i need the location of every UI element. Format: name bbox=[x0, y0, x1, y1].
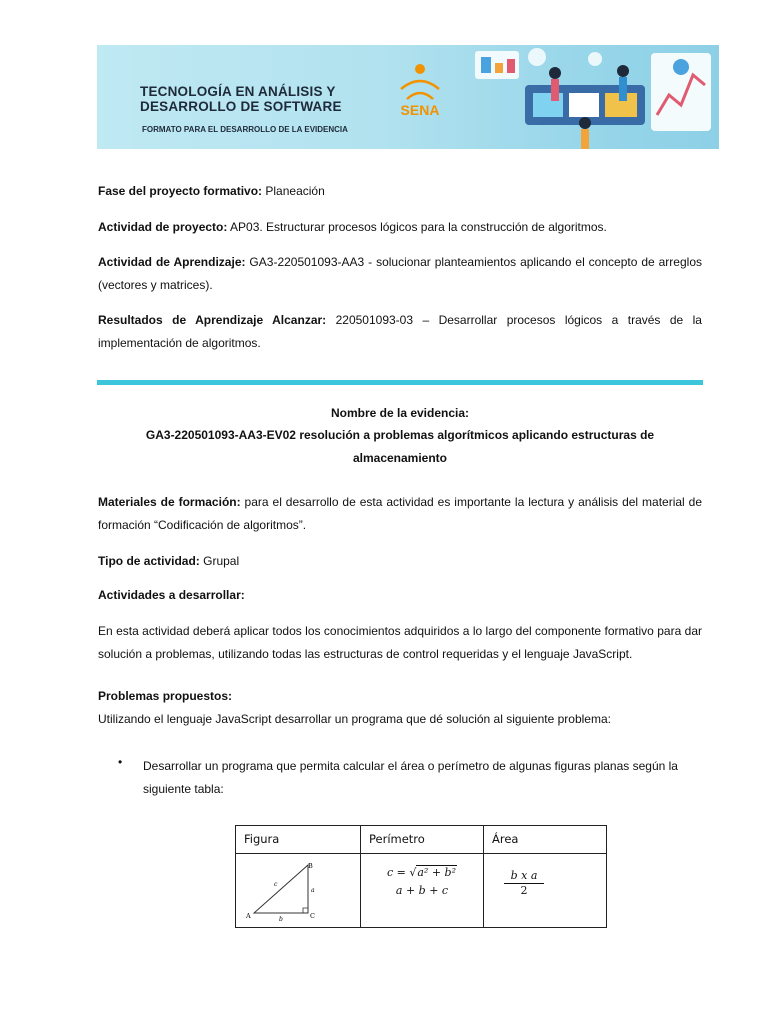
table-row bbox=[236, 854, 607, 928]
tipo-label: Tipo de actividad: bbox=[98, 554, 200, 568]
actividad-proyecto-field bbox=[98, 216, 702, 239]
tech-illustration bbox=[455, 45, 719, 149]
bullet-text: Desarrollar un programa que permita calcular el área o perímetro de algunas figuras planas según la siguiente tabla: bbox=[143, 759, 678, 796]
fase-field bbox=[98, 180, 702, 203]
sena-logo-text: SENA bbox=[400, 102, 440, 118]
formula-radicand: a² + b² bbox=[417, 866, 457, 879]
vertex-b-label: B bbox=[308, 862, 313, 870]
header-figura: Figura bbox=[236, 826, 361, 854]
perimetro-formula-1: c = √a² + b² bbox=[386, 866, 457, 879]
actividades-text: En esta actividad deberá aplicar todos los conocimientos adquiridos a lo largo del componente formativo para dar solución a problemas, utilizando todas las estructuras de control requeridas y el lenguaje JavaScript. bbox=[98, 624, 702, 661]
actividad-aprendizaje-field bbox=[98, 251, 702, 297]
problemas-heading bbox=[98, 685, 702, 708]
tipo-value: Grupal bbox=[199, 554, 240, 568]
materiales-field bbox=[98, 491, 702, 537]
side-c-label: c bbox=[274, 881, 278, 888]
fase-label: Fase del proyecto formativo: bbox=[98, 184, 263, 198]
area-denominator: 2 bbox=[520, 884, 528, 897]
problemas-intro: Utilizando el lenguaje JavaScript desarrollar un programa que dé solución al siguiente problema: bbox=[98, 712, 611, 726]
area-numerator: b x a bbox=[504, 869, 544, 884]
area-formula bbox=[504, 869, 544, 897]
actividades-heading-text: Actividades a desarrollar: bbox=[98, 588, 245, 602]
bullet-icon: • bbox=[118, 755, 123, 769]
perimetro-cell bbox=[361, 854, 484, 928]
problemas-heading-text: Problemas propuestos: bbox=[98, 689, 233, 703]
header-area: Área bbox=[484, 826, 607, 854]
tipo-field bbox=[98, 550, 702, 573]
banner-subtitle: FORMATO PARA EL DESARROLLO DE LA EVIDENCIA bbox=[142, 125, 348, 134]
actividad-proyecto-value: AP03. Estructurar procesos lógicos para la construcción de algoritmos. bbox=[227, 220, 607, 234]
evidence-title-line1: GA3-220501093-AA3-EV02 resolución a problemas algorítmicos aplicando estructuras de bbox=[145, 428, 655, 442]
area-cell bbox=[484, 854, 607, 928]
right-triangle-figure bbox=[236, 854, 360, 924]
table-header-row bbox=[236, 826, 607, 854]
banner-title bbox=[140, 84, 342, 114]
materiales-label: Materiales de formación: bbox=[98, 495, 241, 509]
vertex-a-label: A bbox=[246, 912, 251, 920]
materiales-value: para el desarrollo de esta actividad es importante la lectura y análisis del material de formación “Codificación de algoritmos”. bbox=[98, 495, 703, 532]
evidence-title-line2: almacenamiento bbox=[352, 451, 448, 465]
figures-table bbox=[235, 825, 607, 928]
triangle-cell bbox=[236, 854, 361, 928]
resultados-label: Resultados de Aprendizaje Alcanzar: bbox=[98, 313, 327, 327]
resultados-value: 220501093-03 – Desarrollar procesos lógicos a través de la implementación de algoritmos. bbox=[98, 313, 702, 350]
actividad-proyecto-label: Actividad de proyecto: bbox=[98, 220, 228, 234]
vertex-c-label: C bbox=[310, 912, 315, 920]
formula-c-equals: c = bbox=[386, 866, 410, 879]
fase-value: Planeación bbox=[262, 184, 325, 198]
actividad-aprendizaje-value: GA3-220501093-AA3 - solucionar planteamientos aplicando el concepto de arreglos (vectores y matrices). bbox=[98, 255, 702, 292]
header-perimetro: Perímetro bbox=[361, 826, 484, 854]
resultados-field bbox=[98, 309, 702, 355]
banner-title-line2: DESARROLLO DE SOFTWARE bbox=[140, 99, 342, 114]
perimetro-formula-2: a + b + c bbox=[395, 884, 449, 897]
side-b-label: b bbox=[279, 916, 283, 923]
actividad-aprendizaje-label: Actividad de Aprendizaje: bbox=[98, 255, 246, 269]
sena-logo bbox=[391, 59, 449, 123]
header-banner bbox=[97, 45, 719, 149]
evidence-heading: Nombre de la evidencia: bbox=[330, 406, 470, 420]
banner-title-line1: TECNOLOGÍA EN ANÁLISIS Y bbox=[140, 84, 336, 99]
side-a-label: a bbox=[311, 887, 315, 894]
section-divider bbox=[97, 380, 703, 385]
actividades-heading bbox=[98, 584, 702, 607]
